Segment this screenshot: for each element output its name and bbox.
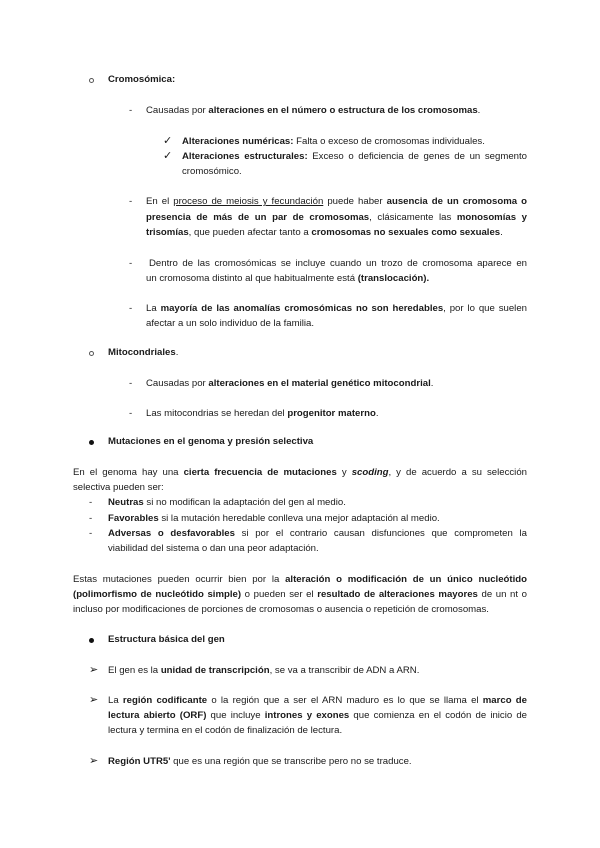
section-heading: Cromosómica: <box>108 74 176 85</box>
list-item: Las mitocondrias se heredan del progenitor materno. <box>146 408 379 419</box>
circle-bullet-icon <box>89 78 94 83</box>
text-line: lectura abierto (ORF) que incluye intrones y exones que comienza en el codón de inicio de <box>108 710 528 721</box>
list-item: Adversas o desfavorables si por el contrario causan disfunciones que comprometen la <box>108 528 527 539</box>
dash-bullet: - <box>129 303 133 314</box>
dash-bullet: - <box>129 105 133 116</box>
paragraph-line: En el genoma hay una cierta frecuencia de mutaciones y scoding, y de acuerdo a su selección <box>73 467 527 478</box>
paragraph-line: Estas mutaciones pueden ocurrir bien por la alteración o modificación de un único nucleótido <box>73 574 527 585</box>
list-item: El gen es la unidad de transcripción, se va a transcribir de ADN a ARN. <box>108 665 420 676</box>
dash-bullet: - <box>129 196 133 207</box>
dash-bullet: - <box>89 513 93 524</box>
list-item: Alteraciones estructurales: Exceso o deficiencia de genes de un segmento <box>182 151 527 162</box>
list-item: La mayoría de las anomalías cromosómicas no son heredables, por lo que suelen <box>146 303 527 314</box>
list-item: Causadas por alteraciones en el número o estructura de los cromosomas. <box>146 105 481 116</box>
check-icon: ✓ <box>163 135 173 147</box>
arrow-bullet-icon: ➢ <box>89 755 99 767</box>
bullet-dot-icon <box>89 638 94 643</box>
text-line: viabilidad del sistema o dan una peor adaptación. <box>108 543 319 554</box>
dash-bullet: - <box>89 528 93 539</box>
bullet-dot-icon <box>89 440 94 445</box>
list-item: Favorables si la mutación heredable conlleva una mejor adaptación al medio. <box>108 513 440 524</box>
list-item: En el proceso de meiosis y fecundación puede haber ausencia de un cromosoma o <box>146 196 527 207</box>
dash-bullet: - <box>129 408 133 419</box>
arrow-bullet-icon: ➢ <box>89 694 99 706</box>
text-line: lectura y termina en el codón de finalización de lectura. <box>108 725 343 736</box>
text-line: cromosómico. <box>182 166 242 177</box>
paragraph-line: selectiva pueden ser: <box>73 482 164 493</box>
text-line: un cromosoma distinto al que habitualmente está (translocación). <box>146 273 430 284</box>
circle-bullet-icon <box>89 351 94 356</box>
dash-bullet: - <box>89 497 93 508</box>
text-line: presencia de más de un par de cromosomas, clásicamente las monosomías y <box>146 212 527 223</box>
dash-bullet: - <box>129 258 133 269</box>
text-line: afectar a un solo individuo de la familia. <box>146 318 314 329</box>
section-heading: Mitocondriales. <box>108 347 179 358</box>
list-item: La región codificante o la región que a ser el ARN maduro es lo que se llama el marco de <box>108 695 527 706</box>
list-item: Alteraciones numéricas: Falta o exceso de cromosomas individuales. <box>182 136 485 147</box>
section-heading: Estructura básica del gen <box>108 634 225 645</box>
text-line: trisomías, que pueden afectar tanto a cromosomas no sexuales como sexuales. <box>146 227 503 238</box>
list-item: Causadas por alteraciones en el material genético mitocondrial. <box>146 378 434 389</box>
paragraph-line: incluso por modificaciones de porciones de cromosomas o ausencia o repetición de cromosomas. <box>73 604 489 615</box>
list-item: Neutras si no modifican la adaptación del gen al medio. <box>108 497 346 508</box>
paragraph-line: (polimorfismo de nucleótido simple) o pueden ser el resultado de alteraciones mayores de un nt o <box>73 589 527 600</box>
dash-bullet: - <box>129 378 133 389</box>
section-heading: Mutaciones en el genoma y presión selectiva <box>108 436 314 447</box>
arrow-bullet-icon: ➢ <box>89 664 99 676</box>
list-item: Dentro de las cromosómicas se incluye cuando un trozo de cromosoma aparece en <box>149 258 527 269</box>
list-item: Región UTR5' que es una región que se transcribe pero no se traduce. <box>108 756 412 767</box>
check-icon: ✓ <box>163 150 173 162</box>
